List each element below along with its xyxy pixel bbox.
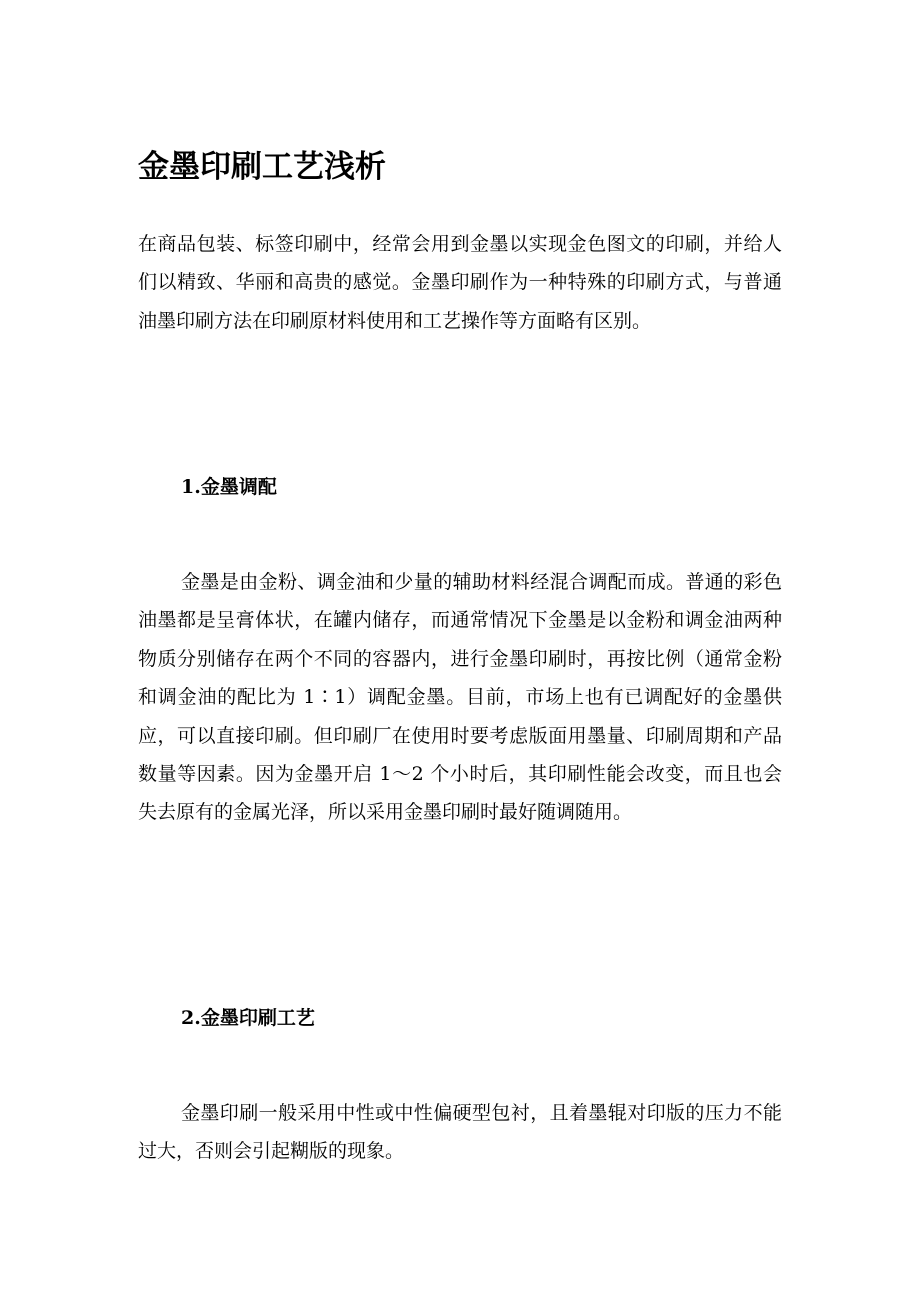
section-body-blending: 金墨是由金粉、调金油和少量的辅助材料经混合调配而成。普通的彩色油墨都是呈膏体状，在罐内储存，而通常情况下金墨是以金粉和调金油两种物质分别储存在两个不同的容器内，进行金墨印刷时，再按比例（通常金粉和调金油的配比为 1∶1）调配金墨。目前，市场上也有已调配好的金墨供应，可以直接印刷。但印刷厂在使用时要考虑版面用墨量、印刷周期和产品数量等因素。因为金墨开启 1～2 个小时后，其印刷性能会改变，而且也会失去原有的金属光泽，所以采用金墨印刷时最好随调随用。 [138, 571, 782, 824]
section-heading-printing-process: 2.金墨印刷工艺 [181, 1007, 315, 1029]
document-title: 金墨印刷工艺浅析 [138, 149, 386, 185]
section-heading-blending: 1.金墨调配 [181, 476, 277, 498]
section-body-printing-process: 金墨印刷一般采用中性或中性偏硬型包衬，且着墨辊对印版的压力不能过大，否则会引起糊版的现象。 [138, 1102, 782, 1163]
intro-paragraph: 在商品包装、标签印刷中，经常会用到金墨以实现金色图文的印刷，并给人们以精致、华丽和高贵的感觉。金墨印刷作为一种特殊的印刷方式，与普通油墨印刷方法在印刷原材料使用和工艺操作等方面略有区别。 [138, 233, 782, 332]
